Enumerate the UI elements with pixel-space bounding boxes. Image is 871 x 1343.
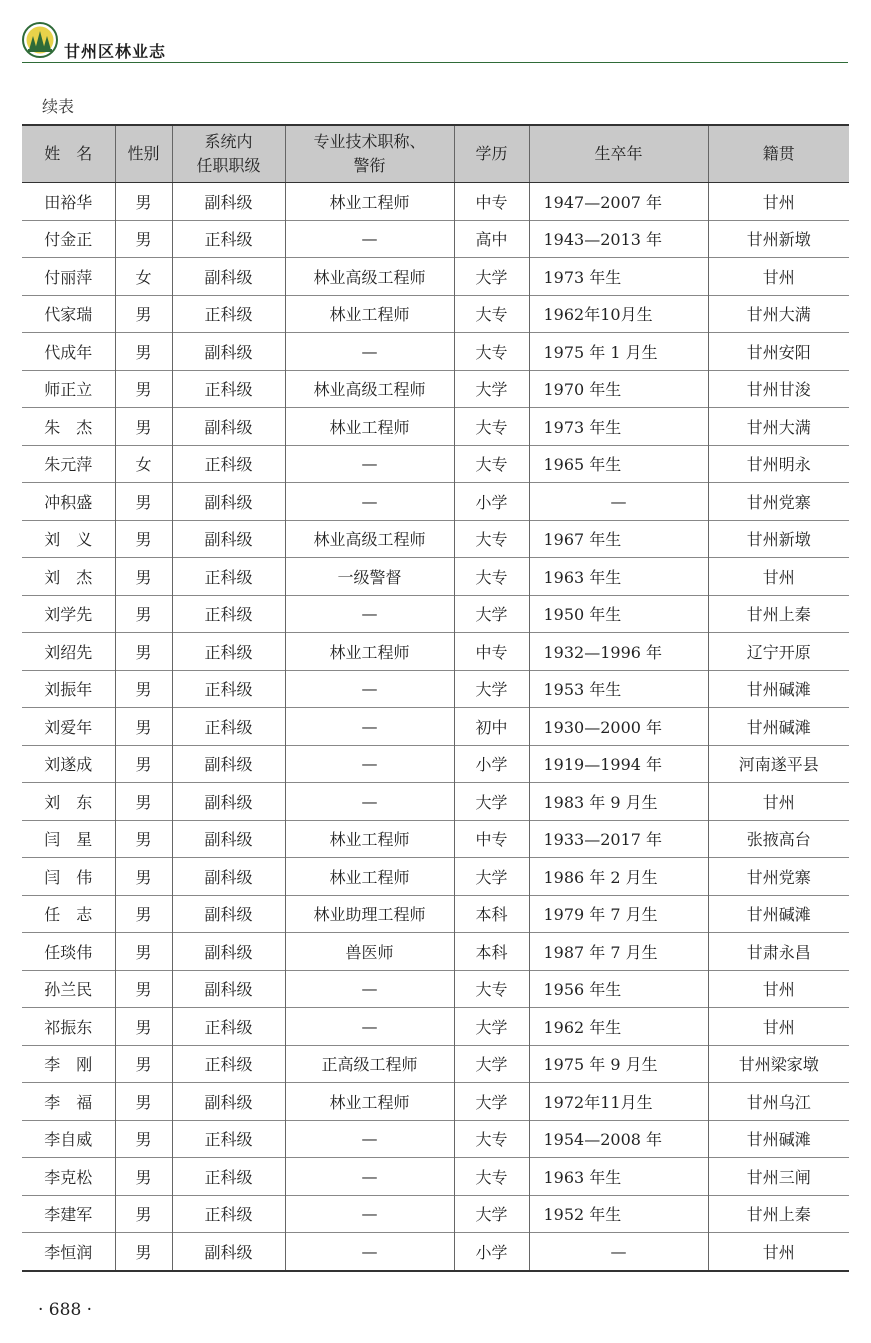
cell-gender: 女: [115, 445, 172, 483]
table-row: [22, 1195, 849, 1233]
table-row: [22, 445, 849, 483]
cell-gender: 男: [115, 895, 172, 933]
cell-education: 大专: [454, 408, 529, 446]
cell-education: 本科: [454, 933, 529, 971]
cell-education: 大学: [454, 1008, 529, 1046]
cell-dates: 1967 年生: [529, 520, 708, 558]
cell-rank: 副科级: [172, 970, 285, 1008]
cell-title: 林业高级工程师: [285, 258, 454, 296]
cell-name: 任琰伟: [22, 933, 115, 971]
cell-dates: 1947—2007 年: [529, 183, 708, 221]
cell-hometown: 甘州乌江: [708, 1083, 849, 1121]
cell-title: —: [285, 595, 454, 633]
cell-dates: 1943—2013 年: [529, 220, 708, 258]
table-row: [22, 558, 849, 596]
cell-hometown: 甘州梁家墩: [708, 1045, 849, 1083]
cell-title: 林业工程师: [285, 183, 454, 221]
table-row: [22, 858, 849, 896]
cell-name: 李克松: [22, 1158, 115, 1196]
table-row: [22, 895, 849, 933]
cell-title: —: [285, 745, 454, 783]
cell-rank: 正科级: [172, 1158, 285, 1196]
cell-dates: —: [529, 483, 708, 521]
book-title: 甘州区林业志: [64, 42, 167, 61]
table-row: [22, 820, 849, 858]
table-row: [22, 408, 849, 446]
cell-dates: 1973 年生: [529, 408, 708, 446]
cell-gender: 男: [115, 1120, 172, 1158]
table-row: [22, 295, 849, 333]
cell-hometown: 甘州: [708, 1008, 849, 1046]
cell-name: 孙兰民: [22, 970, 115, 1008]
cell-title: 林业工程师: [285, 1083, 454, 1121]
cell-name: 刘遂成: [22, 745, 115, 783]
cell-title: —: [285, 220, 454, 258]
cell-education: 大专: [454, 333, 529, 371]
cell-rank: 副科级: [172, 520, 285, 558]
cell-title: 林业高级工程师: [285, 520, 454, 558]
personnel-table: [22, 124, 849, 1272]
cell-name: 刘绍先: [22, 633, 115, 671]
cell-gender: 男: [115, 595, 172, 633]
cell-rank: 副科级: [172, 408, 285, 446]
cell-gender: 男: [115, 558, 172, 596]
page-number: · 688 ·: [38, 1300, 93, 1320]
cell-education: 小学: [454, 483, 529, 521]
cell-dates: —: [529, 1233, 708, 1271]
cell-hometown: 甘州明永: [708, 445, 849, 483]
column-header-hometown: 籍贯: [708, 125, 849, 183]
cell-dates: 1987 年 7 月生: [529, 933, 708, 971]
cell-dates: 1956 年生: [529, 970, 708, 1008]
cell-rank: 正科级: [172, 558, 285, 596]
cell-hometown: 甘州上秦: [708, 595, 849, 633]
cell-dates: 1950 年生: [529, 595, 708, 633]
cell-name: 冲积盛: [22, 483, 115, 521]
table-row: [22, 1158, 849, 1196]
cell-gender: 男: [115, 1195, 172, 1233]
cell-dates: 1963 年生: [529, 1158, 708, 1196]
table-row: [22, 333, 849, 371]
table-row: [22, 370, 849, 408]
cell-dates: 1962年10月生: [529, 295, 708, 333]
table-row: [22, 595, 849, 633]
cell-education: 高中: [454, 220, 529, 258]
cell-hometown: 甘州碱滩: [708, 1120, 849, 1158]
cell-title: 兽医师: [285, 933, 454, 971]
cell-title: 林业工程师: [285, 295, 454, 333]
cell-gender: 男: [115, 483, 172, 521]
cell-rank: 副科级: [172, 483, 285, 521]
cell-name: 李 刚: [22, 1045, 115, 1083]
table-row: [22, 933, 849, 971]
cell-title: —: [285, 708, 454, 746]
cell-education: 中专: [454, 183, 529, 221]
cell-rank: 副科级: [172, 258, 285, 296]
cell-hometown: 甘州新墩: [708, 220, 849, 258]
table-row: [22, 220, 849, 258]
table-row: [22, 745, 849, 783]
cell-dates: 1953 年生: [529, 670, 708, 708]
cell-gender: 男: [115, 408, 172, 446]
cell-gender: 男: [115, 933, 172, 971]
cell-rank: 副科级: [172, 858, 285, 896]
cell-dates: 1986 年 2 月生: [529, 858, 708, 896]
page-header: [22, 22, 848, 63]
cell-name: 李自威: [22, 1120, 115, 1158]
table-row: [22, 1233, 849, 1271]
column-header-rank: 系统内 任职职级: [172, 125, 285, 183]
table-row: [22, 520, 849, 558]
cell-hometown: 甘州大满: [708, 295, 849, 333]
cell-rank: 正科级: [172, 595, 285, 633]
cell-dates: 1973 年生: [529, 258, 708, 296]
cell-rank: 副科级: [172, 1083, 285, 1121]
cell-hometown: 甘州: [708, 558, 849, 596]
cell-rank: 正科级: [172, 1195, 285, 1233]
table-row: [22, 258, 849, 296]
cell-education: 小学: [454, 745, 529, 783]
cell-title: 林业工程师: [285, 820, 454, 858]
cell-name: 刘 义: [22, 520, 115, 558]
table-row: [22, 183, 849, 221]
cell-dates: 1954—2008 年: [529, 1120, 708, 1158]
cell-rank: 正科级: [172, 708, 285, 746]
cell-hometown: 河南遂平县: [708, 745, 849, 783]
cell-name: 祁振东: [22, 1008, 115, 1046]
cell-rank: 副科级: [172, 820, 285, 858]
cell-title: 林业助理工程师: [285, 895, 454, 933]
cell-name: 闫 伟: [22, 858, 115, 896]
cell-gender: 男: [115, 183, 172, 221]
cell-hometown: 甘州党寨: [708, 483, 849, 521]
cell-education: 大专: [454, 970, 529, 1008]
cell-name: 代成年: [22, 333, 115, 371]
cell-hometown: 甘州碱滩: [708, 670, 849, 708]
cell-rank: 正科级: [172, 295, 285, 333]
cell-title: —: [285, 1120, 454, 1158]
forest-logo-icon: [22, 22, 58, 58]
cell-education: 中专: [454, 820, 529, 858]
cell-title: 一级警督: [285, 558, 454, 596]
cell-rank: 副科级: [172, 933, 285, 971]
cell-dates: 1952 年生: [529, 1195, 708, 1233]
cell-name: 刘学先: [22, 595, 115, 633]
cell-title: —: [285, 1008, 454, 1046]
cell-education: 大学: [454, 670, 529, 708]
cell-education: 大学: [454, 1083, 529, 1121]
cell-title: 林业工程师: [285, 633, 454, 671]
cell-education: 大专: [454, 1120, 529, 1158]
cell-name: 刘 东: [22, 783, 115, 821]
cell-title: —: [285, 970, 454, 1008]
cell-rank: 副科级: [172, 183, 285, 221]
cell-gender: 男: [115, 858, 172, 896]
cell-dates: 1919—1994 年: [529, 745, 708, 783]
cell-name: 任 志: [22, 895, 115, 933]
table-row: [22, 970, 849, 1008]
cell-gender: 男: [115, 820, 172, 858]
cell-name: 闫 星: [22, 820, 115, 858]
cell-education: 大学: [454, 858, 529, 896]
cell-title: —: [285, 333, 454, 371]
table-row: [22, 708, 849, 746]
table-row: [22, 1120, 849, 1158]
cell-education: 大学: [454, 783, 529, 821]
cell-dates: 1932—1996 年: [529, 633, 708, 671]
cell-gender: 男: [115, 295, 172, 333]
cell-name: 朱元萍: [22, 445, 115, 483]
table-row: [22, 483, 849, 521]
table-caption: 续表: [42, 97, 75, 116]
cell-gender: 男: [115, 220, 172, 258]
table-row: [22, 1008, 849, 1046]
cell-education: 大专: [454, 1158, 529, 1196]
cell-name: 刘振年: [22, 670, 115, 708]
cell-dates: 1975 年 1 月生: [529, 333, 708, 371]
cell-name: 朱 杰: [22, 408, 115, 446]
cell-hometown: 甘州安阳: [708, 333, 849, 371]
cell-hometown: 甘州碱滩: [708, 895, 849, 933]
cell-hometown: 甘州: [708, 258, 849, 296]
cell-title: —: [285, 483, 454, 521]
cell-hometown: 甘州党寨: [708, 858, 849, 896]
cell-hometown: 甘肃永昌: [708, 933, 849, 971]
cell-education: 大学: [454, 370, 529, 408]
cell-education: 初中: [454, 708, 529, 746]
cell-gender: 男: [115, 745, 172, 783]
cell-dates: 1963 年生: [529, 558, 708, 596]
cell-education: 大专: [454, 295, 529, 333]
cell-gender: 男: [115, 1233, 172, 1271]
cell-name: 刘爱年: [22, 708, 115, 746]
cell-gender: 男: [115, 370, 172, 408]
cell-hometown: 辽宁开原: [708, 633, 849, 671]
cell-dates: 1983 年 9 月生: [529, 783, 708, 821]
cell-hometown: 张掖高台: [708, 820, 849, 858]
cell-dates: 1972年11月生: [529, 1083, 708, 1121]
cell-hometown: 甘州三闸: [708, 1158, 849, 1196]
cell-name: 李 福: [22, 1083, 115, 1121]
cell-education: 中专: [454, 633, 529, 671]
cell-education: 大学: [454, 1195, 529, 1233]
cell-rank: 副科级: [172, 783, 285, 821]
cell-title: 林业高级工程师: [285, 370, 454, 408]
table-row: [22, 783, 849, 821]
cell-rank: 副科级: [172, 745, 285, 783]
cell-rank: 正科级: [172, 220, 285, 258]
cell-rank: 副科级: [172, 895, 285, 933]
cell-education: 大专: [454, 520, 529, 558]
cell-rank: 副科级: [172, 1233, 285, 1271]
cell-gender: 男: [115, 1008, 172, 1046]
cell-hometown: 甘州: [708, 783, 849, 821]
cell-gender: 男: [115, 970, 172, 1008]
cell-title: —: [285, 1158, 454, 1196]
cell-dates: 1930—2000 年: [529, 708, 708, 746]
table-header-row: [22, 125, 849, 183]
cell-name: 付丽萍: [22, 258, 115, 296]
cell-name: 田裕华: [22, 183, 115, 221]
cell-gender: 男: [115, 670, 172, 708]
column-header-dates: 生卒年: [529, 125, 708, 183]
cell-hometown: 甘州上秦: [708, 1195, 849, 1233]
cell-education: 大专: [454, 445, 529, 483]
cell-gender: 男: [115, 633, 172, 671]
cell-gender: 男: [115, 333, 172, 371]
cell-title: —: [285, 1233, 454, 1271]
cell-title: 正高级工程师: [285, 1045, 454, 1083]
cell-dates: 1970 年生: [529, 370, 708, 408]
cell-title: —: [285, 783, 454, 821]
cell-gender: 男: [115, 1083, 172, 1121]
cell-rank: 正科级: [172, 1120, 285, 1158]
cell-hometown: 甘州: [708, 183, 849, 221]
cell-rank: 正科级: [172, 370, 285, 408]
cell-hometown: 甘州大满: [708, 408, 849, 446]
cell-gender: 男: [115, 1158, 172, 1196]
cell-hometown: 甘州: [708, 1233, 849, 1271]
table-row: [22, 633, 849, 671]
table-row: [22, 1045, 849, 1083]
cell-title: —: [285, 670, 454, 708]
cell-title: —: [285, 1195, 454, 1233]
cell-gender: 男: [115, 783, 172, 821]
cell-name: 刘 杰: [22, 558, 115, 596]
table-row: [22, 1083, 849, 1121]
cell-rank: 正科级: [172, 633, 285, 671]
cell-dates: 1933—2017 年: [529, 820, 708, 858]
cell-dates: 1962 年生: [529, 1008, 708, 1046]
cell-gender: 男: [115, 1045, 172, 1083]
cell-rank: 正科级: [172, 1008, 285, 1046]
column-header-title: 专业技术职称、 警衔: [285, 125, 454, 183]
cell-education: 大学: [454, 258, 529, 296]
cell-rank: 正科级: [172, 445, 285, 483]
cell-title: 林业工程师: [285, 858, 454, 896]
cell-rank: 副科级: [172, 333, 285, 371]
cell-hometown: 甘州新墩: [708, 520, 849, 558]
cell-name: 代家瑞: [22, 295, 115, 333]
cell-education: 大专: [454, 558, 529, 596]
cell-name: 付金正: [22, 220, 115, 258]
cell-name: 李恒润: [22, 1233, 115, 1271]
cell-name: 李建军: [22, 1195, 115, 1233]
cell-title: —: [285, 445, 454, 483]
cell-title: 林业工程师: [285, 408, 454, 446]
cell-hometown: 甘州: [708, 970, 849, 1008]
cell-education: 小学: [454, 1233, 529, 1271]
cell-education: 本科: [454, 895, 529, 933]
cell-name: 师正立: [22, 370, 115, 408]
table-row: [22, 670, 849, 708]
cell-dates: 1975 年 9 月生: [529, 1045, 708, 1083]
cell-dates: 1965 年生: [529, 445, 708, 483]
cell-gender: 男: [115, 708, 172, 746]
cell-hometown: 甘州甘浚: [708, 370, 849, 408]
column-header-gender: 性别: [115, 125, 172, 183]
cell-gender: 女: [115, 258, 172, 296]
cell-education: 大学: [454, 595, 529, 633]
cell-gender: 男: [115, 520, 172, 558]
column-header-education: 学历: [454, 125, 529, 183]
cell-rank: 正科级: [172, 670, 285, 708]
cell-education: 大学: [454, 1045, 529, 1083]
table-body: [22, 183, 849, 1271]
cell-rank: 正科级: [172, 1045, 285, 1083]
cell-hometown: 甘州碱滩: [708, 708, 849, 746]
column-header-name: 姓 名: [22, 125, 115, 183]
cell-dates: 1979 年 7 月生: [529, 895, 708, 933]
